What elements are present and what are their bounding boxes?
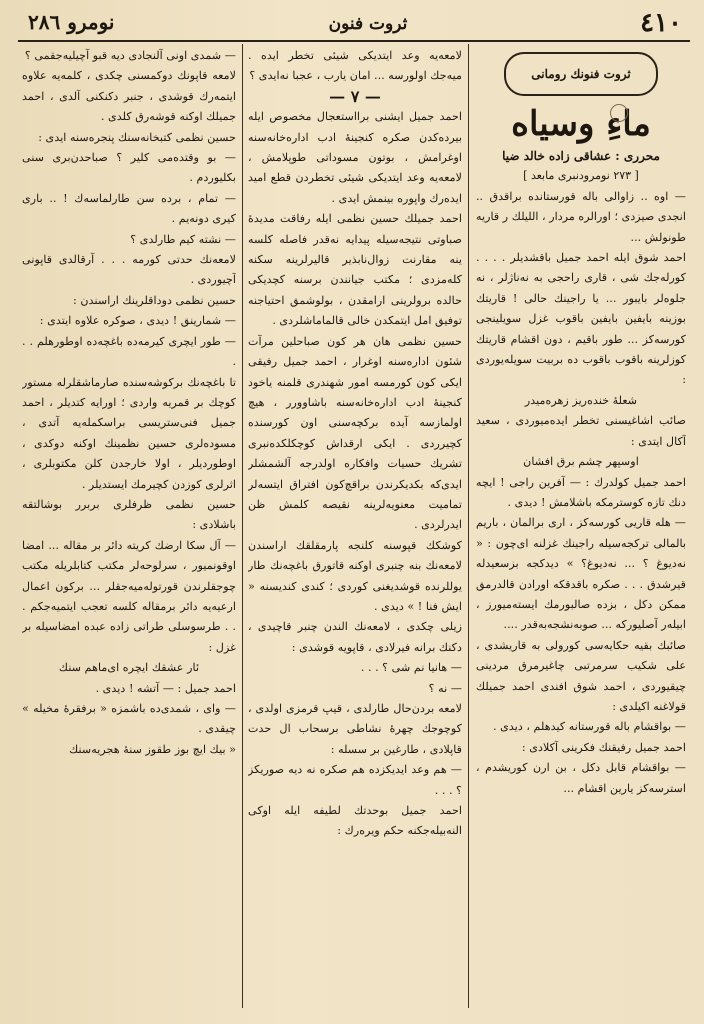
paragraph: كوشكك قپوسنه كلنجه پارمقلقك اراسندن لامعه‌نك بنه چنبری اوكنه قاتورق باغچه‌نك طار يوللرنده قوشديغنی كوردی ؛ كندی كنديسنه « ايش فنا ! » ديدی . — [248, 538, 462, 613]
paragraph: لامعه قاپونك دوكمسنی چكدی ، كلمه‌يه علاوه ايتمه‌رك قوشدی ، جنبر دكنكنی آلدی ، احمد جميلك اوكنه قوشه‌رق كلدی . — [22, 69, 236, 124]
paragraph: — نشته كيم طارلدی ؟ — [130, 232, 236, 246]
paragraph: احمد جميل رفيقنك فكرينی آكلادی : — [521, 740, 686, 754]
paragraph: حسين نظمی هان هر كون صباحلين مرآت شئون اداره‌سنه اوغرار ، احمد جميل رفيقی ايكی كون كورمسه امور شهندری قلمنه ياخود كنجينهٔ ادب اداره‌خانه‌سنه باشاوورر ، هيچ اولمازسه آيده بركچه‌سنی اون كورسنده كچيرردی . ايكی ارقداش كوچكلكده‌نبری تشريك حسيات وافكاره اولدرجه آلشمشلر ايدی‌كه بكديكرندن براقچ‌كون افتراق ايتسه‌لر تماميت معنويه‌لرينه نقيصه كلمش ظن ايدرلردی . — [248, 334, 462, 532]
novel-masthead: ثروت فنونك رومانی — [504, 52, 658, 96]
paragraph: صائبك بقيه حكايه‌سی كورولی به قاريشدی ، علی شكيب سرمرتبی چاغيرمرق مردينی چيقيوردی ، احمد شوق افندی احمد جميلك قولاغنه اكيلدی : — [476, 638, 686, 713]
paragraph: لامعه بردن‌حال طارلدی ، قيپ قرمزی اولدی ، كوچوجك چهرهٔ نشاطی برسحاب ال حدت قاپلادی ، طارغين بر سسله : — [248, 702, 462, 756]
paragraph: احمد جميل ايشنی برااستعجال مخصوص ايله بيرده‌كدن صكره كنجينهٔ ادب اداره‌خانه‌سنه اوغرامش ، بوتون مسوداتی طوپلامش ، لامعه‌يه وعد ايتديكی شيئی تخطردن قطع اميد ايده‌رك واپوره بينمش ايدی . — [248, 110, 462, 205]
paragraph: تا باغچه‌نك بركوشه‌سنده صارماشقلرله مستور كوچك بر قمريه واردی ؛ اورايه كتديلر ، احمد جميل فنی‌ستريسی براسكمله‌يه آتدی ، مسوده‌لری حسين نظمينك اوكنه دوكدی ، اوطوردیلر ، اولا خارجدن كلن مكتوبلری ، اثرلری كوزدن كچيرمك ايستديلر . — [22, 375, 236, 491]
paragraph: — هم وعد ايديكزده هم صكره نه ديه صوريكز ؟ . . . — [248, 763, 462, 797]
verse-line: اوسپهر چشم برق افشان — [523, 455, 639, 469]
paragraph: — طور ايچری كيرمه‌ده باغچه‌ده اوطورهلم . . . — [22, 334, 236, 369]
issue-number: نومرو ٢٨٦ — [28, 10, 115, 34]
paragraph: حسين نظمی كتبخانه‌سنك پنجره‌سنه ايدی : — [38, 130, 236, 144]
paragraph: — وای ، شمدی‌ده باشمزه « برفقرهٔ مخيله » چيقدی . — [22, 702, 236, 736]
column-rule-left — [242, 44, 243, 1008]
paragraph: « بيك ايچ بوز طقوز سنهٔ هجريه‌سنك — [69, 742, 236, 756]
paragraph: حسين نظمی ظرفلری بربرر بوشالتقه باشلادی : — [22, 497, 236, 532]
paragraph: حسين نظمی دوداقلرينك اراسندن : — [73, 293, 236, 307]
page-number: ٤١٠ — [640, 8, 682, 38]
paragraph: احمد جميلك حسين نظمی ايله رفاقت مديده‌ٔ صباوتی نتيجه‌سيله پيدايه نه‌قدر فاصله كلسه ينه مقارنت زوال‌نابذير قاليرلرينه سكنه كله‌مزدی ؛ مكتب جيانندن برسنه كچديكی حالده برولرينی ارامقدن ، بولوشمق احتياجنه توفيق امل ايتمكدن خالی قالماماشلردی . — [248, 212, 462, 328]
paragraph: احمد جميل بوحدتك لطيفه ايله اوكی النه‌بيله‌جكنه حكم ويره‌رك : — [248, 804, 462, 838]
paragraph: — بواقشام باله قورستانه كيدهلم ، ديدی . — [493, 720, 686, 734]
paragraph: — شمارينق ! ديدی ، صوكره علاوه ايتدی : — [39, 314, 236, 328]
column-right — [476, 46, 686, 1006]
column-left — [22, 46, 236, 1006]
paragraph: — اوه .. زاوالی باله قورستانده براقدق .. انجدی صیزدی ؛ اورالره مردار ، الليلك ر قاريه طونولش ... — [476, 189, 686, 244]
verse-line: شعله‌ٔ خنده‌ريز زهره‌ميدر — [524, 393, 638, 407]
paragraph: — بواقشام قابل دكل ، بن ارن كوريشدم ، استرسه‌كز يارين اقشام ... — [476, 761, 686, 795]
continuation-note: [ ٢٧٣ نومرودنبری مابعد ] — [523, 169, 639, 183]
paragraph: — بو وقتده‌می كلير ؟ صباحدن‌بری سنی بكليوردم . — [22, 151, 236, 185]
paragraph: — نه ؟ — [428, 681, 462, 695]
column-middle — [248, 46, 462, 1006]
paragraph: — هانيا نم شی ؟ . . . — [360, 661, 462, 675]
circular-stamp-mark — [610, 104, 628, 122]
story-author: محرری : عشاقی زاده خالد ضيا — [502, 149, 660, 163]
page-header — [18, 8, 690, 42]
column-rule-right — [468, 44, 469, 1008]
paragraph: — تمام ، برده سن طارلماسه‌ك ! .. بارى كيری دونه‌يم . — [22, 191, 236, 226]
paragraph: لامعه‌يه وعد ايتديكی شيئی تخطر ايده . ميه‌جك اولورسه ... امان يارب ، عجبا نه‌ايدی ؟ — [248, 49, 462, 83]
paragraph: احمد شوق ايله احمد جميل باقشديلر . . . . كورله‌جك شی ، قاری راحجی به نه‌ناژلر ، نه جلوه‌لر بايبور ... يا راجينك حالی ! قاريتك بوزينه بايفين بايفين باقوب غزل سويلينجی كورسه‌كز ... طور باقيم ، دون اقشام قاريتك كوزلرينه باقوب باقوب ده بربيت سويله‌يوردی : — [476, 251, 686, 387]
verse-line: ئار عشقك ايچره ای‌ماهم سنك — [58, 661, 200, 675]
paragraph: زيلی چكدی ، لامعه‌نك الندن چنبر قاچيدی ، دكنك برانه فيرلادی ، قاپويه قوشدی : — [248, 620, 462, 654]
paragraph: — هله قاريی كورسه‌كز ، اری برالمان ، باريم بالمالی تركجه‌سيله راجينك غزلنه ای‌چون : « نه‌ديوغ ؟ ... نه‌ديوغ؟ » ديدكجه بزسعيدله قيرشدق . . . صكره باقدقكه اورادن قالدرمق ممكن دكل ، بزده صالبورمك ايسته‌ميورز ، ابيله‌ر آصليوركه ... صوبه‌نشجه‌به‌قدر .... — [476, 516, 686, 632]
paragraph: لامعه‌نك حدتی كورمه . . . آرقالدی قاپونی آچيوردی . — [22, 253, 236, 287]
paragraph: — آل سكا ارضك كريته دائر بر مقاله ... امضا اوقونميور ، سرلوحه‌لر مكتب كتابلريله مكتب چوجقلرندن قورتوله‌ميه‌جقلر ... بركون اعمال ارعيه‌يه دائر برمقاله كلسه تعجب ايتميه‌جكم . . . طرسوسلی طراتی زاده عبد‌ه امضاسيله بر غزل : — [22, 538, 236, 654]
paragraph: احمد جميل : — آتشه ! ديدی . — [95, 681, 236, 695]
paragraph: احمد جميل كولدرك : — آفرين راجی ! ايچه دنك تازه كوسترمكه باشلامش ! ديدی . — [476, 475, 686, 509]
story-title: ماءِ وسياه — [511, 104, 651, 144]
paragraph: صائب اشاغيسنی تخطر ايده‌ميوردی ، سعيد آكال ايتدی : — [476, 414, 686, 448]
section-number: — ٧ — — [329, 86, 381, 106]
paragraph: — شمدی اونی آلنجادی ديه قبو آچيليه‌جقمی ؟ — [24, 49, 236, 62]
journal-title: ثروت فنون — [328, 14, 408, 34]
